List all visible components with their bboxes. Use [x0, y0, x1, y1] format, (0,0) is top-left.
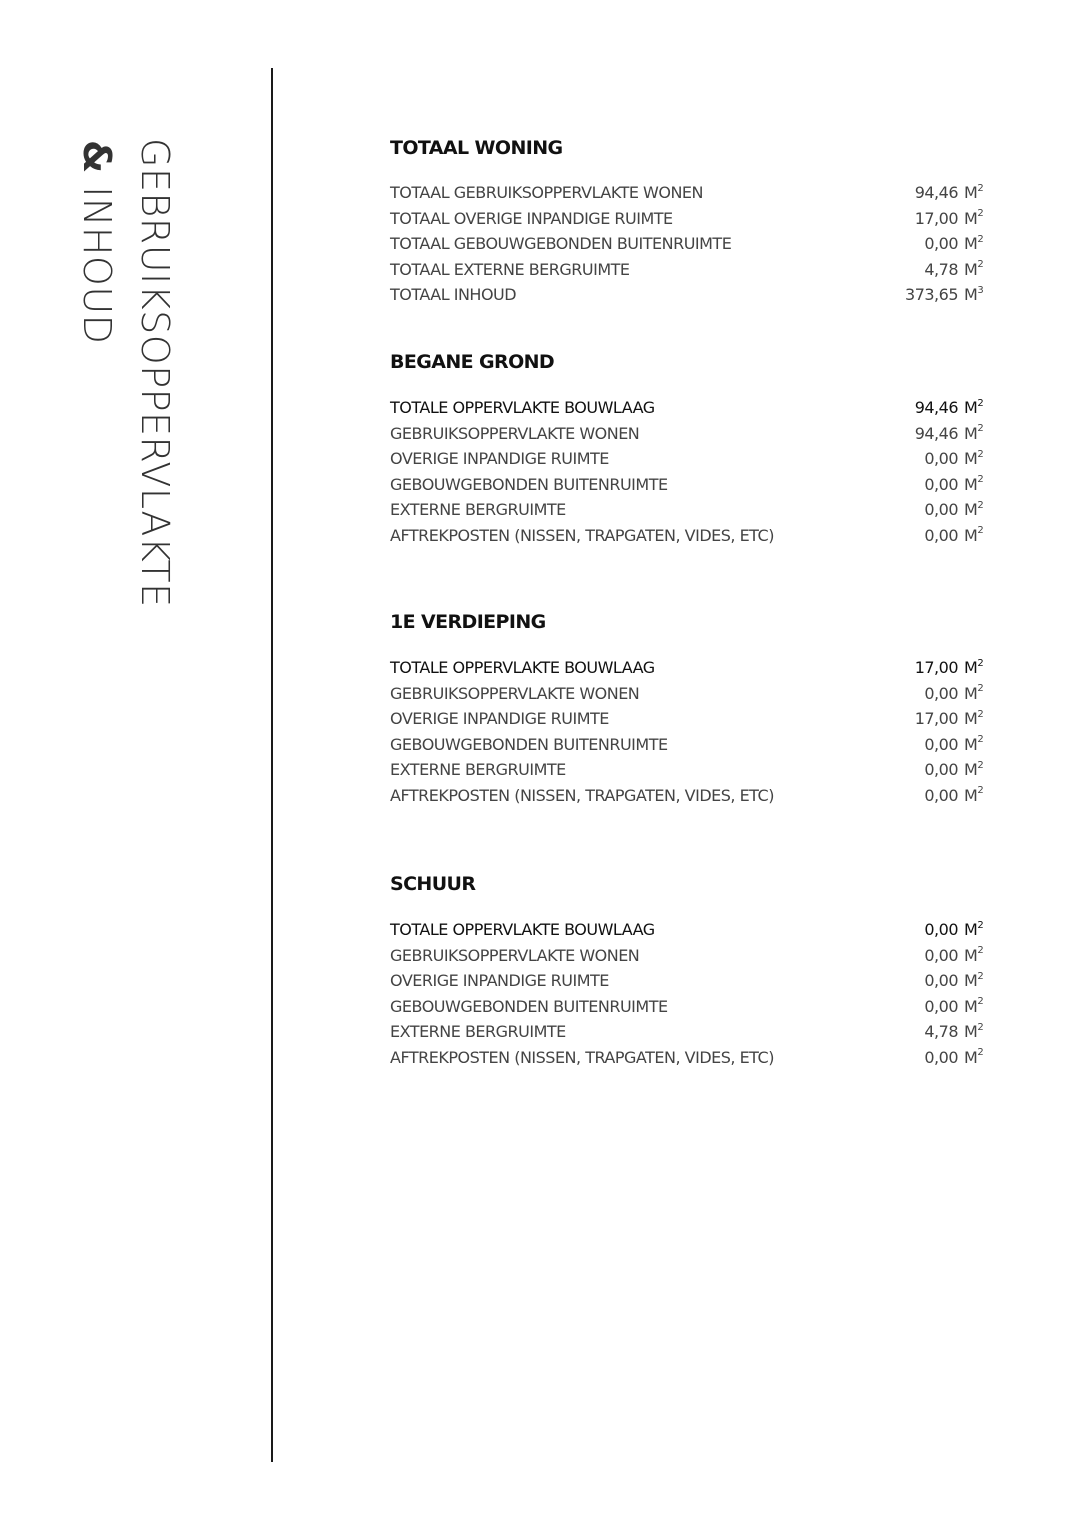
row-label: GEBRUIKSOPPERVLAKTE WONEN: [390, 423, 640, 443]
row-value: 0,00: [924, 500, 958, 519]
row-value: 0,00: [924, 734, 958, 754]
row-label: OVERIGE INPANDIGE RUIMTE: [390, 709, 609, 728]
table-row-total: [390, 917, 990, 943]
row-unit: $M^2$: [964, 259, 984, 279]
row-value: 0,00: [924, 785, 958, 805]
row-label: TOTAAL OVERIGE INPANDIGE RUIMTE: [390, 208, 673, 228]
row-label: TOTAAL GEBRUIKSOPPERVLAKTE WONEN: [390, 183, 704, 202]
row-value: 17,00: [914, 658, 958, 677]
table-row: [390, 497, 990, 523]
row-label: TOTAAL EXTERNE BERGRUIMTE: [390, 259, 630, 279]
table-row: [390, 472, 990, 498]
row-unit: $M^2$: [964, 1021, 984, 1041]
table-row: [390, 783, 990, 809]
row-value: 0,00: [924, 760, 958, 779]
row-value: 0,00: [924, 525, 958, 545]
section-rows: [390, 655, 990, 808]
row-label: GEBOUWGEBONDEN BUITENRUIMTE: [390, 996, 668, 1016]
row-unit: $M^2$: [964, 448, 984, 468]
row-value: 17,00: [914, 709, 958, 728]
row-label: EXTERNE BERGRUIMTE: [390, 1022, 566, 1041]
row-unit: $M^2$: [964, 423, 984, 443]
table-row: [390, 231, 990, 257]
table-row: [390, 1019, 990, 1045]
row-label: GEBRUIKSOPPERVLAKTE WONEN: [390, 683, 640, 703]
section-totaal-woning: [390, 135, 990, 304]
section-schuur: [390, 871, 990, 1067]
section-title: BEGANE GROND: [390, 351, 555, 373]
table-row-total: [390, 655, 990, 681]
row-value: 0,00: [924, 449, 958, 468]
section-rows: [390, 917, 990, 1070]
section-1e-verdieping: [390, 609, 990, 805]
table-row: [390, 257, 990, 283]
table-row: [390, 446, 990, 472]
row-value: 0,00: [924, 474, 958, 494]
row-unit: $M^2$: [964, 1047, 984, 1067]
row-value: 0,00: [924, 971, 958, 990]
section-rows: [390, 395, 990, 548]
row-value: 4,78: [924, 259, 958, 279]
row-value: 0,00: [924, 996, 958, 1016]
side-title-line-2: [75, 140, 119, 345]
row-unit: $M^2$: [964, 525, 984, 545]
row-value: 94,46: [914, 398, 958, 417]
row-unit: $M^2$: [964, 208, 984, 228]
row-label: GEBOUWGEBONDEN BUITENRUIMTE: [390, 474, 668, 494]
row-value: 0,00: [924, 234, 958, 253]
row-value: 0,00: [924, 683, 958, 703]
row-unit: $M^2$: [964, 657, 984, 677]
table-row: [390, 282, 990, 308]
table-row: [390, 421, 990, 447]
row-label: TOTAAL INHOUD: [390, 285, 517, 304]
table-row: [390, 943, 990, 969]
table-row: [390, 732, 990, 758]
row-value: 17,00: [914, 208, 958, 228]
row-unit: $M^2$: [964, 397, 984, 417]
table-row: [390, 757, 990, 783]
row-label: TOTALE OPPERVLAKTE BOUWLAAG: [390, 398, 655, 417]
row-label: EXTERNE BERGRUIMTE: [390, 760, 566, 779]
row-unit: $M^2$: [964, 734, 984, 754]
table-row-total: [390, 395, 990, 421]
section-title: SCHUUR: [390, 873, 476, 895]
row-unit: $M^2$: [964, 970, 984, 990]
row-unit: $M^2$: [964, 919, 984, 939]
row-label: GEBOUWGEBONDEN BUITENRUIMTE: [390, 734, 668, 754]
row-unit: $M^2$: [964, 708, 984, 728]
table-row: [390, 180, 990, 206]
table-row: [390, 1045, 990, 1071]
row-label: TOTAAL GEBOUWGEBONDEN BUITENRUIMTE: [390, 234, 732, 253]
row-value: 0,00: [924, 1047, 958, 1067]
row-label: TOTALE OPPERVLAKTE BOUWLAAG: [390, 920, 655, 939]
row-unit: $M^2$: [964, 785, 984, 805]
row-value: 373,65: [905, 285, 958, 304]
table-row: [390, 681, 990, 707]
row-value: 0,00: [924, 945, 958, 965]
section-rows: [390, 180, 990, 308]
vertical-divider: [271, 68, 273, 1462]
side-title-line-2-text: INHOUD: [75, 173, 119, 345]
row-label: OVERIGE INPANDIGE RUIMTE: [390, 971, 609, 990]
row-unit: $M^2$: [964, 182, 984, 202]
row-value: 94,46: [914, 423, 958, 443]
row-unit: $M^2$: [964, 759, 984, 779]
table-row: [390, 706, 990, 732]
row-label: OVERIGE INPANDIGE RUIMTE: [390, 449, 609, 468]
row-unit: $M^2$: [964, 996, 984, 1016]
row-value: 0,00: [924, 920, 958, 939]
section-begane-grond: [390, 349, 990, 545]
row-unit: $M^2$: [964, 945, 984, 965]
row-label: AFTREKPOSTEN (NISSEN, TRAPGATEN, VIDES, ETC): [390, 525, 774, 545]
side-title: [0, 0, 240, 700]
section-title: 1E VERDIEPING: [390, 611, 546, 633]
ampersand: &: [75, 140, 119, 174]
row-value: 4,78: [924, 1022, 958, 1041]
table-row: [390, 968, 990, 994]
section-title: TOTAAL WONING: [390, 137, 563, 159]
row-unit: $M^2$: [964, 233, 984, 253]
row-unit: $M^2$: [964, 474, 984, 494]
table-row: [390, 523, 990, 549]
row-value: 94,46: [914, 183, 958, 202]
row-unit: $M^2$: [964, 499, 984, 519]
table-row: [390, 994, 990, 1020]
row-label: GEBRUIKSOPPERVLAKTE WONEN: [390, 945, 640, 965]
row-unit: $M^3$: [964, 284, 984, 304]
table-row: [390, 206, 990, 232]
row-label: AFTREKPOSTEN (NISSEN, TRAPGATEN, VIDES, ETC): [390, 785, 774, 805]
row-label: EXTERNE BERGRUIMTE: [390, 500, 566, 519]
row-label: AFTREKPOSTEN (NISSEN, TRAPGATEN, VIDES, ETC): [390, 1047, 774, 1067]
side-title-line-1: GEBRUIKSOPPERVLAKTE: [133, 138, 177, 608]
row-unit: $M^2$: [964, 683, 984, 703]
row-label: TOTALE OPPERVLAKTE BOUWLAAG: [390, 658, 655, 677]
